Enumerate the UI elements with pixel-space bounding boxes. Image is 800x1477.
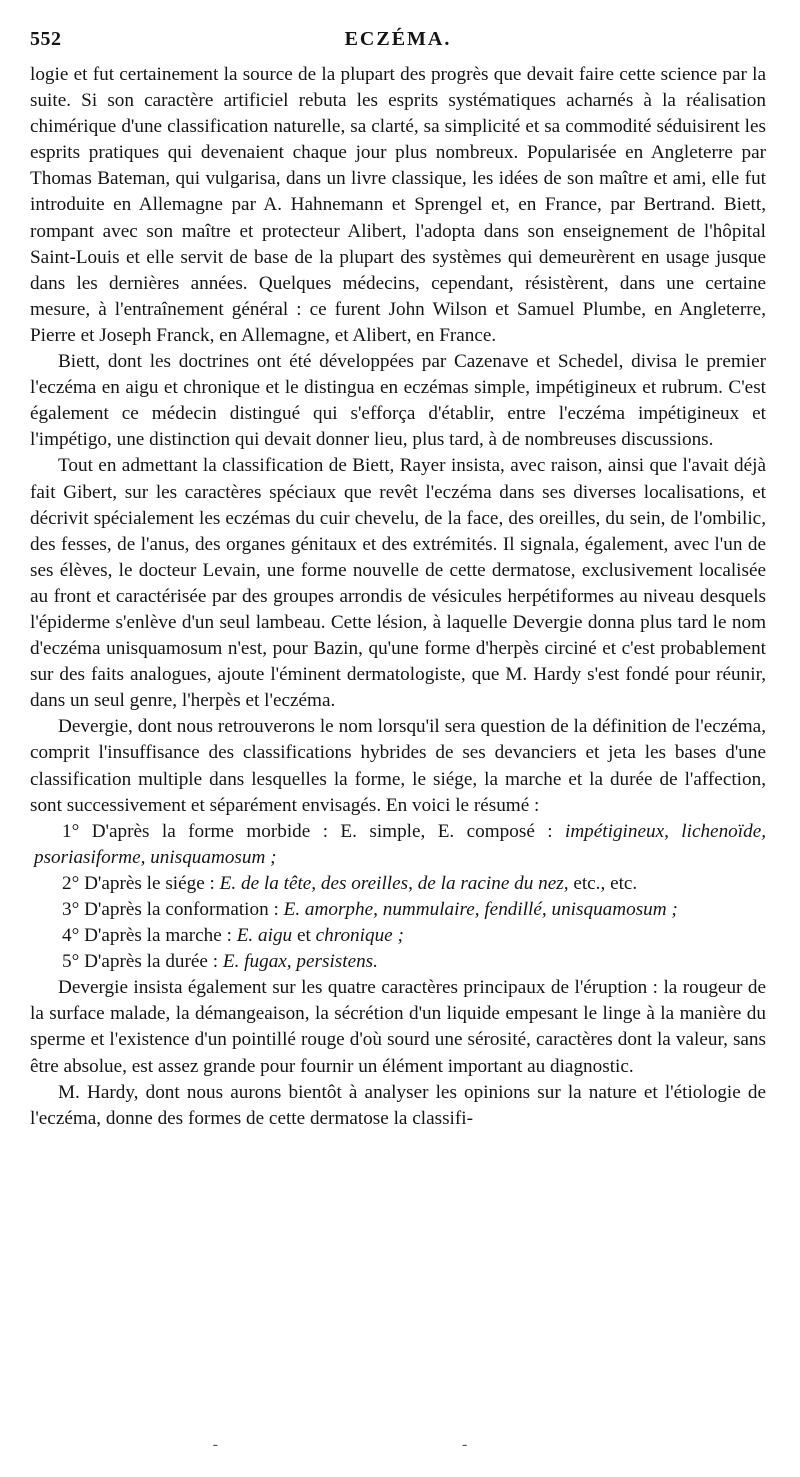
list-item-2 (30, 871, 766, 897)
list-item-italic: E. aigu (236, 925, 293, 947)
list-item-number: 4° (62, 925, 80, 947)
list-item-text: D'après la marche : (84, 925, 237, 947)
list-item-4 (30, 923, 766, 949)
list-item-number: 5° (62, 951, 80, 973)
list-item-text: D'après le siége : (84, 872, 220, 894)
page-body (30, 62, 766, 1132)
list-item-italic: E. amorphe, nummulaire, fendillé, unisquamosum ; (283, 899, 678, 920)
paragraph-2: Biett, dont les doctrines ont été développées par Cazenave et Schedel, divisa le premier l'eczéma en aigu et chronique et le distingua en eczémas simple, impétigineux et rubrum. C'est également ce médecin distingué qui s'efforça d'établir, entre l'eczéma impétigineux et l'impétigo, une distinction qui devait donner lieu, plus tard, à de nombreuses discussions. (30, 351, 766, 451)
page-number: 552 (30, 28, 62, 50)
list-item-tail: etc., etc. (568, 872, 638, 894)
list-item-number: 3° (62, 899, 80, 920)
list-item-italic: chronique ; (315, 925, 404, 947)
paragraph-4: Devergie, dont nous retrouverons le nom lorsqu'il sera question de la définition de l'eczéma, comprit l'insuffisance des classifications hybrides de ses devanciers et jeta les bases d'une classification multiple dans lesquelles la forme, le siége, la marche et la durée de l'affection, sont successivement et séparément envisagés. En voici le résumé : (30, 716, 766, 816)
paragraph-3: Tout en admettant la classification de Biett, Rayer insista, avec raison, ainsi que l'avait déjà fait Gibert, sur les caractères spéciaux que revêt l'eczéma dans ses diverses localisations, et décrivit spécialement les eczémas du cuir chevelu, de la face, des oreilles, du sein, de l'ombilic, des fesses, de l'anus, des organes génitaux et des extrémités. Il signala, également, avec l'un de ses élèves, le docteur Levain, une forme nouvelle de cette dermatose, exclusivement localisée au front et caractérisée par des groupes arrondis de vésicules herpétiformes au niveau desquels l'épiderme s'enlève d'un seul lambeau. Cette lésion, à laquelle Devergie donna plus tard le nom d'eczéma unisquamosum n'est, pour Bazin, qu'une forme d'herpès circiné et c'est probablement sur des faits analogues, ajoute l'éminent dermatologiste, que M. Hardy s'est fondé pour réunir, dans un seul genre, l'herpès et l'eczéma. (30, 455, 766, 712)
paragraph-6: M. Hardy, dont nous aurons bientôt à analyser les opinions sur la nature et l'étiologie de l'eczéma, donne des formes de cette dermatose la classifi- (30, 1081, 766, 1129)
list-item-italic: E. de la tête, des oreilles, de la racine du nez, (219, 872, 569, 894)
running-title: ECZÉMA. (344, 28, 452, 50)
list-item-italic: impétigineux, lichenoïde, psoriasiforme, unisquamosum ; (34, 820, 767, 868)
list-item-5 (30, 949, 766, 975)
list-item-number: 2° (62, 872, 80, 894)
paragraph-1: logie et fut certainement la source de la plupart des progrès que devait faire cette science par la suite. Si son caractère artificiel rebuta les esprits systématiques acharnés à la réalisation chimérique d'une classification naturelle, sa clarté, sa simplicité et sa commodité séduisirent les esprits pratiques qui devenaient chaque jour plus nombreux. Popularisée en Angleterre par Thomas Bateman, qui vulgarisa, dans un livre classique, les idées de son maître et ami, elle fut introduite en Allemagne par A. Hahnemann et Sprengel et, en France, par Bertrand. Biett, rompant avec son maître et protecteur Alibert, l'adopta dans son enseignement de l'hôpital Saint-Louis et elle servit de base de la plupart des systèmes qui demeurèrent en usage jusque dans les dernières années. Quelques médecins, cependant, résistèrent, dans une certaine mesure, à l'entraînement général : ce furent John Wilson et Samuel Plumbe, en Angleterre, Pierre et Joseph Franck, en Allemagne, et Alibert, en France. (30, 64, 766, 346)
list-item-italic: E. fugax, persistens. (222, 951, 378, 973)
list-item-3 (30, 897, 766, 923)
footer-marks: - - (212, 1436, 588, 1453)
list-item-number: 1° (62, 820, 80, 842)
paragraph-5: Devergie insista également sur les quatre caractères principaux de l'éruption : la rougeur de la surface malade, la démangeaison, la sécrétion d'un liquide empesant le linge à la manière du sperme et l'existence d'un pointillé rouge d'où sourd une sérosité, caractères dont la valeur, sans être absolue, est assez grande pour fournir un élément important au diagnostic. (30, 977, 766, 1077)
list-item-text: D'après la conformation : (84, 899, 284, 920)
list-item-tail: et (292, 925, 316, 947)
list-item-1 (30, 819, 766, 871)
list-item-text: D'après la forme morbide : E. simple, E. composé : (91, 820, 565, 842)
page-header (30, 24, 766, 62)
list-item-text: D'après la durée : (84, 951, 223, 973)
